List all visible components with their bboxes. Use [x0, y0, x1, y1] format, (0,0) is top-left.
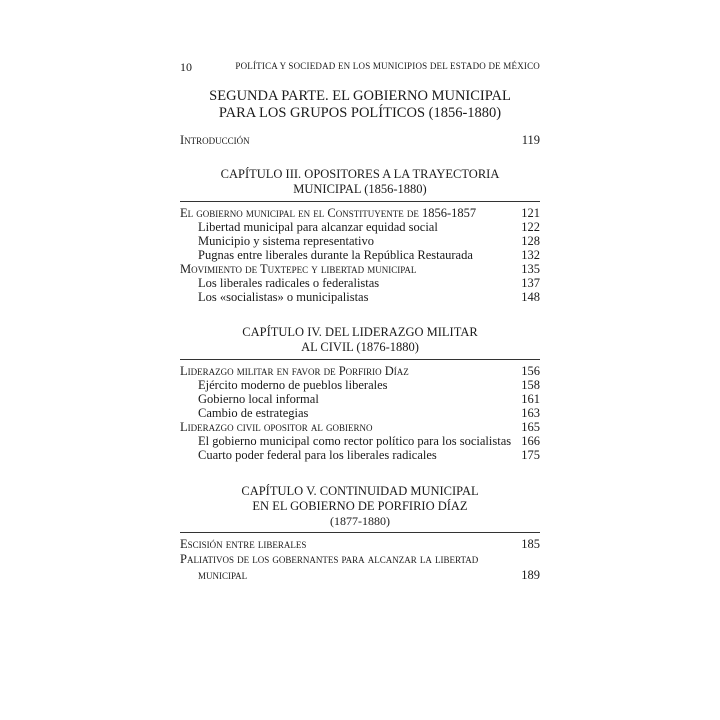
chapter-4-heading [180, 325, 540, 355]
toc-entry [180, 262, 540, 276]
toc-entry-label: municipal [198, 568, 248, 582]
toc-entry-label: Ejército moderno de pueblos liberales [198, 378, 388, 392]
toc-entry [180, 420, 540, 434]
toc-entry-page: 185 [521, 537, 540, 551]
toc-entry [180, 537, 540, 551]
toc-entry-label: Escisión entre liberales [180, 537, 307, 551]
toc-entry-label: Liderazgo civil opositor al gobierno [180, 420, 373, 434]
chapter-5-heading [180, 484, 540, 529]
toc-entry-label: Libertad municipal para alcanzar equidad social [198, 220, 438, 234]
page-number: 10 [180, 60, 192, 74]
toc-entry-label: Liderazgo militar en favor de Porfirio Díaz [180, 364, 409, 378]
toc-entry-page: 166 [521, 434, 540, 448]
toc-entry-page: 165 [521, 420, 540, 434]
toc-entry-label: Pugnas entre liberales durante la República Restaurada [198, 248, 473, 262]
toc-subentry [180, 392, 540, 406]
chapter-5-rule [180, 532, 540, 533]
chapter-5-line-1: CAPÍTULO V. CONTINUIDAD MUNICIPAL [241, 484, 479, 498]
toc-subentry [180, 434, 540, 448]
toc-entry-label: Movimiento de Tuxtepec y libertad municipal [180, 262, 417, 276]
part-title [180, 88, 540, 122]
toc-entry-label: Municipio y sistema representativo [198, 234, 375, 248]
toc-entry-introduction [180, 133, 540, 147]
toc-entry-page: 121 [521, 206, 540, 220]
toc-entry-page: 119 [521, 133, 540, 147]
toc-subentry [180, 234, 540, 248]
chapter-5-line-3: (1877-1880) [330, 514, 390, 528]
toc-entry-page: 137 [521, 276, 540, 290]
toc-entry [180, 364, 540, 378]
chapter-3-line-1: CAPÍTULO III. OPOSITORES A LA TRAYECTORIA [220, 167, 500, 181]
chapter-4-line-1: CAPÍTULO IV. DEL LIDERAZGO MILITAR [242, 325, 478, 339]
toc-entry-continuation [180, 568, 540, 582]
chapter-4-line-2: AL CIVIL (1876-1880) [301, 340, 419, 354]
part-title-line-2: PARA LOS GRUPOS POLÍTICOS (1856-1880) [218, 105, 502, 121]
toc-entry-page: 132 [521, 248, 540, 262]
toc-entry [180, 206, 540, 220]
toc-entry-label: Los «socialistas» o municipalistas [198, 290, 369, 304]
toc-entry-page: 189 [521, 568, 540, 582]
toc-entry-page: 158 [521, 378, 540, 392]
toc-entry-page: 175 [521, 448, 540, 462]
toc-entry-page: 156 [521, 364, 540, 378]
toc-subentry [180, 276, 540, 290]
page-header [180, 60, 540, 76]
toc-subentry [180, 378, 540, 392]
toc-entry-label: Cuarto poder federal para los liberales radicales [198, 448, 437, 462]
toc-entry-label: Gobierno local informal [198, 392, 319, 406]
chapter-4-rule [180, 359, 540, 360]
part-title-line-1: SEGUNDA PARTE. EL GOBIERNO MUNICIPAL [209, 88, 511, 104]
toc-entry-page: 135 [521, 262, 540, 276]
toc-entry [180, 552, 540, 566]
toc-subentry [180, 406, 540, 420]
toc-entry-label: El gobierno municipal como rector político para los socialistas [198, 434, 512, 448]
toc-entry-label: El gobierno municipal en el Constituyente de 1856-1857 [180, 206, 477, 220]
toc-subentry [180, 220, 540, 234]
chapter-3-rule [180, 201, 540, 202]
toc-entry-label: Introducción [180, 133, 250, 147]
running-title: POLÍTICA Y SOCIEDAD EN LOS MUNICIPIOS DEL ESTADO DE MÉXICO [235, 61, 540, 71]
toc-subentry [180, 448, 540, 462]
toc-entry-page: 128 [521, 234, 540, 248]
toc-entry-page: 161 [521, 392, 540, 406]
toc-entry-page: 163 [521, 406, 540, 420]
chapter-3-line-2: MUNICIPAL (1856-1880) [293, 182, 427, 196]
toc-entry-page: 122 [521, 220, 540, 234]
chapter-3-heading [180, 167, 540, 197]
toc-entry-label: Los liberales radicales o federalistas [198, 276, 380, 290]
toc-entry-label: Cambio de estrategias [198, 406, 309, 420]
toc-entry-page: 148 [521, 290, 540, 304]
toc-entry-label: Paliativos de los gobernantes para alcanzar la libertad [180, 552, 479, 566]
chapter-5-line-2: EN EL GOBIERNO DE PORFIRIO DÍAZ [252, 499, 468, 513]
toc-subentry [180, 290, 540, 304]
toc-subentry [180, 248, 540, 262]
